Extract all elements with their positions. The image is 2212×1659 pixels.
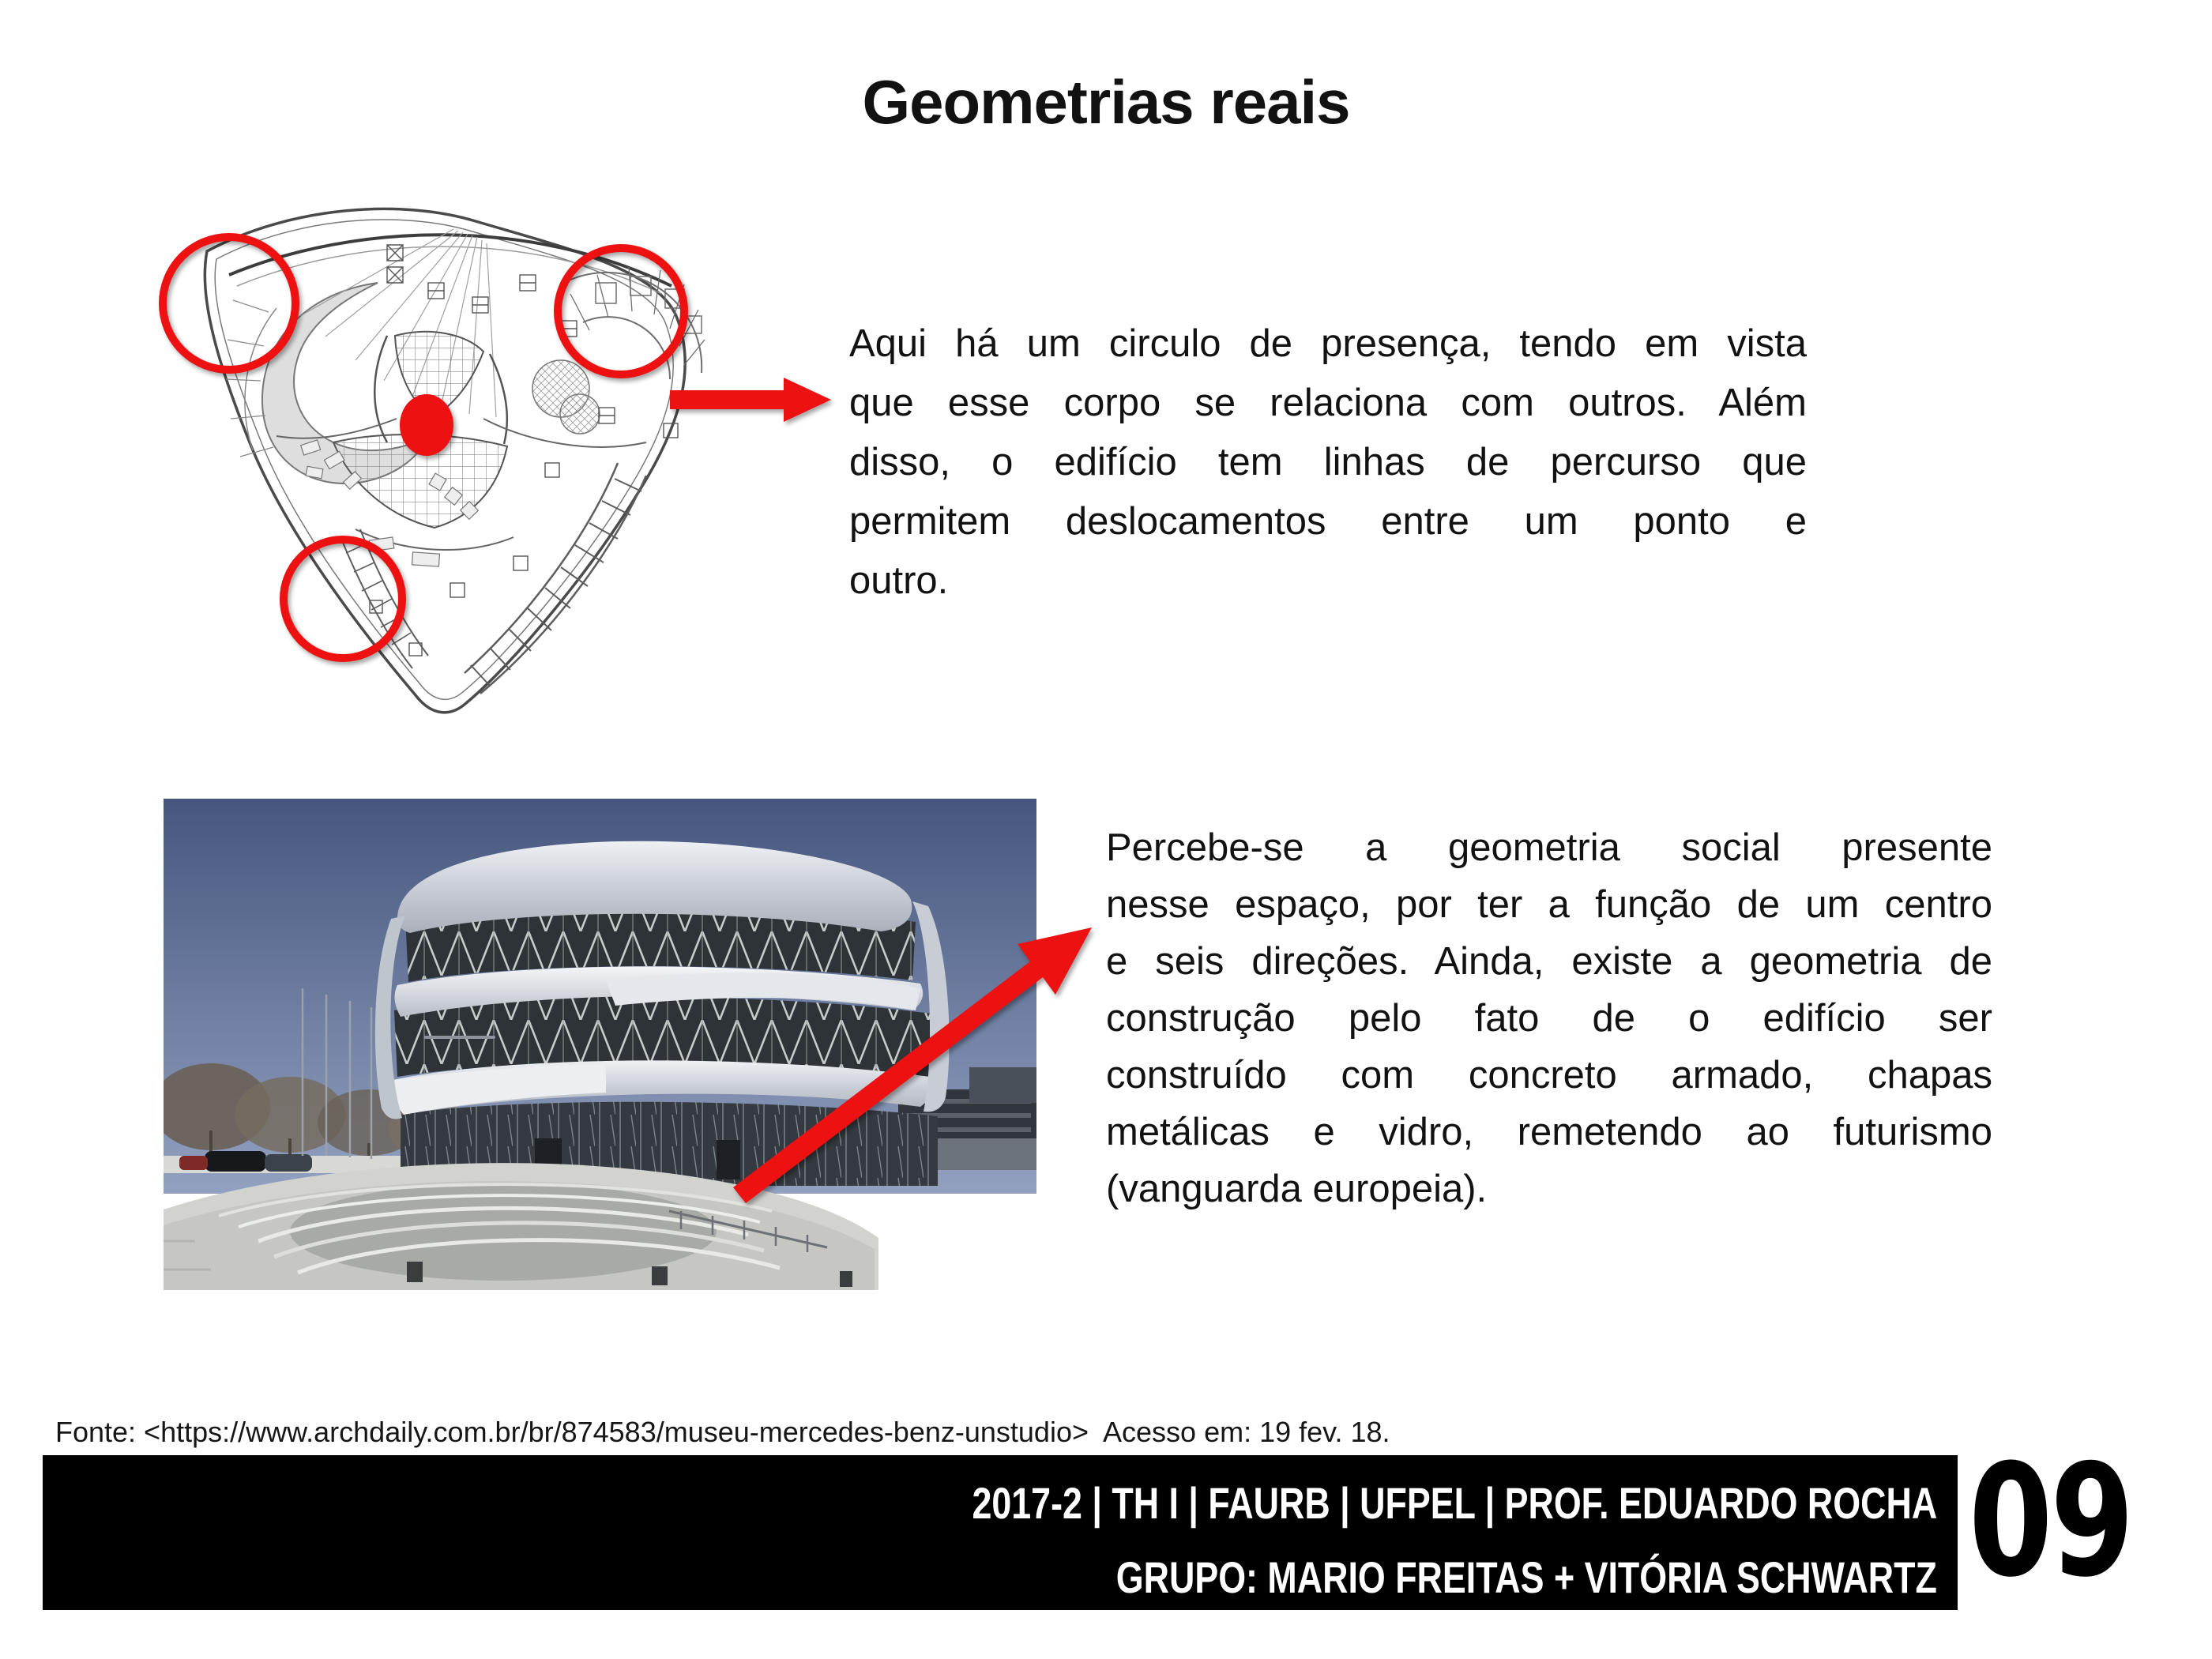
text-line: outro.	[849, 559, 949, 602]
red-center-dot	[400, 394, 453, 456]
text-line: Percebe-se a geometria social presente	[1106, 826, 1992, 869]
paragraph-photo	[1106, 819, 1992, 1217]
plan-top-band	[229, 235, 672, 286]
paragraph-plan-lines	[849, 314, 1807, 611]
arrow-right-icon	[664, 363, 845, 438]
paragraph-plan	[849, 314, 1807, 611]
text-line: nesse espaço, por ter a função de um centro	[1106, 883, 1992, 926]
page-number: 09	[1969, 1431, 2132, 1612]
page-title: Geometrias reais	[862, 67, 1350, 137]
text-line: construído com concreto armado, chapas	[1106, 1054, 1992, 1097]
footer-bar	[43, 1455, 1958, 1610]
arrow-diagonal-shape	[733, 927, 1092, 1203]
red-circle-bottom	[284, 540, 402, 658]
plan-hatched-circles	[532, 360, 600, 434]
arrow-photo-to-text	[711, 893, 1122, 1224]
arrow-plan-to-text	[664, 363, 845, 438]
red-circle-top-left	[163, 237, 295, 370]
source-citation: Fonte: <https://www.archdaily.com.br/br/874583/museu-mercedes-benz-unstudio> Acesso em: 19 fev. 18.	[55, 1416, 1390, 1448]
plan-fan-lines	[300, 229, 496, 417]
plan-stairs-left	[341, 529, 428, 668]
text-line: e seis direções. Ainda, existe a geometria de	[1106, 940, 1992, 983]
footer-group-info: GRUPO: MARIO FREITAS + VITÓRIA SCHWARTZ	[1115, 1552, 1937, 1602]
paragraph-photo-lines	[1106, 819, 1992, 1217]
arrow-right-shape	[670, 378, 831, 422]
arrow-diagonal-icon	[711, 893, 1122, 1224]
text-line: construção pelo fato de o edifício ser	[1106, 997, 1992, 1040]
floor-plan-figure	[118, 182, 750, 735]
plan-stair-band	[465, 463, 646, 694]
floor-plan-drawing	[118, 182, 750, 735]
text-line: que esse corpo se relaciona com outros. Além	[849, 382, 1807, 424]
text-line: permitem deslocamentos entre um ponto e	[849, 500, 1807, 543]
text-line: disso, o edifício tem linhas de percurso que	[849, 441, 1807, 483]
footer-course-info: 2017-2 | TH I | FAURB | UFPEL | PROF. EDUARDO ROCHA	[972, 1478, 1937, 1528]
text-line: Aqui há um circulo de presença, tendo em vista	[849, 322, 1807, 365]
text-line: (vanguarda europeia).	[1106, 1168, 1488, 1210]
red-circle-top-right	[558, 248, 684, 374]
text-line: metálicas e vidro, remetendo ao futurismo	[1106, 1111, 1992, 1153]
